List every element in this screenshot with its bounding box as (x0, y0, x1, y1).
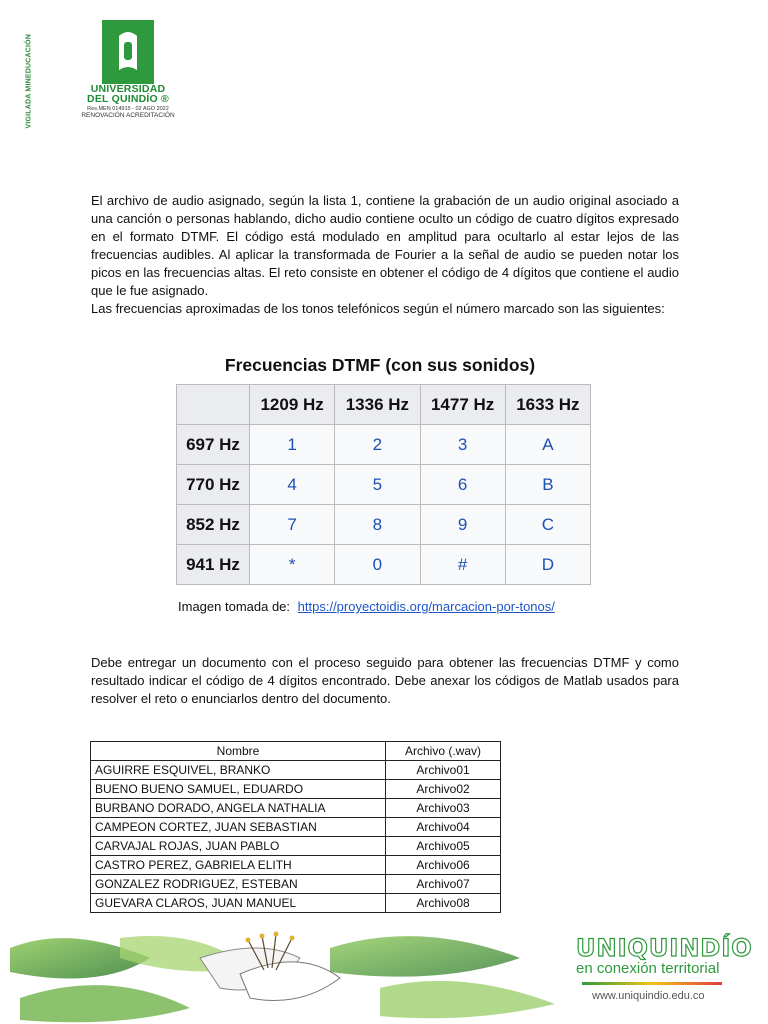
students-header-row (91, 742, 501, 761)
student-file: Archivo08 (386, 894, 501, 913)
table-row (91, 856, 501, 875)
dtmf-key[interactable]: B (505, 465, 590, 505)
dtmf-row (177, 505, 591, 545)
student-name: BUENO BUENO SAMUEL, EDUARDO (91, 780, 386, 799)
image-source-link[interactable]: https://proyectoidis.org/marcacion-por-tonos/ (297, 599, 555, 614)
dtmf-col-header: 1336 Hz (335, 385, 420, 425)
table-row (91, 761, 501, 780)
dtmf-key[interactable]: 2 (335, 425, 420, 465)
brand-website[interactable]: www.uniquindio.edu.co (592, 990, 705, 1002)
dtmf-key[interactable]: * (250, 545, 335, 585)
table-row (91, 837, 501, 856)
instructions-paragraph: Debe entregar un documento con el proceso seguido para obtener las frecuencias DTMF y como resultado indicar el código de 4 dígitos encontrado. Debe anexar los códigos de Matlab usados para resolver el reto o enunciarlos dentro del documento. (91, 655, 679, 706)
brand-color-bar (582, 982, 722, 985)
dtmf-key[interactable]: A (505, 425, 590, 465)
image-source-label: Imagen tomada de: (178, 599, 291, 614)
dtmf-key[interactable]: 1 (250, 425, 335, 465)
dtmf-key[interactable]: 0 (335, 545, 420, 585)
dtmf-key[interactable]: 3 (420, 425, 505, 465)
dtmf-figure-title: Frecuencias DTMF (con sus sonidos) (224, 355, 536, 375)
university-name-line2: DEL QUINDÍO ® (87, 93, 169, 105)
brand-name: UNIQUINDÍO (576, 934, 753, 962)
dtmf-row-header: 941 Hz (177, 545, 250, 585)
resolution-text: Res.MEN 014915 - 02 AGO 2022 (87, 106, 169, 112)
university-name-line1: UNIVERSIDAD (90, 83, 166, 95)
brand-tagline: en conexión territorial (576, 960, 720, 977)
student-name: GUEVARA CLAROS, JUAN MANUEL (91, 894, 386, 913)
students-table (90, 741, 501, 913)
vigilada-side-label (20, 24, 36, 134)
dtmf-key[interactable]: 7 (250, 505, 335, 545)
students-header-name: Nombre (91, 742, 386, 761)
university-shield-icon (102, 20, 154, 84)
students-header-file: Archivo (.wav) (386, 742, 501, 761)
dtmf-key[interactable]: 8 (335, 505, 420, 545)
table-row (91, 799, 501, 818)
student-name: CASTRO PEREZ, GABRIELA ELITH (91, 856, 386, 875)
dtmf-key[interactable]: C (505, 505, 590, 545)
dtmf-table (176, 384, 591, 585)
dtmf-header-row (177, 385, 591, 425)
student-name: GONZALEZ RODRIGUEZ, ESTEBAN (91, 875, 386, 894)
dtmf-col-header: 1477 Hz (420, 385, 505, 425)
dtmf-col-header: 1209 Hz (250, 385, 335, 425)
table-row (91, 875, 501, 894)
dtmf-figure (167, 352, 593, 588)
student-file: Archivo06 (386, 856, 501, 875)
intro-paragraph: El archivo de audio asignado, según la lista 1, contiene la grabación de un audio original asociado a una canción o personas hablando, dicho audio contiene oculto un código de cuatro dígitos expresado en el formato DTMF. El código está modulado en amplitud para ocultarlo al estar lejos de las frecuencias audibles. Al aplicar la transformada de Fourier a la señal de audio se pueden notar los picos en las frecuencias altas. El reto consiste en obtener el código de 4 dígitos que contiene el audio que le fue asignado. (91, 193, 679, 298)
dtmf-row-header: 697 Hz (177, 425, 250, 465)
table-row (91, 818, 501, 837)
dtmf-key[interactable]: D (505, 545, 590, 585)
university-logo (78, 20, 178, 130)
dtmf-key[interactable]: 6 (420, 465, 505, 505)
table-row (91, 894, 501, 913)
dtmf-key[interactable]: 5 (335, 465, 420, 505)
dtmf-row (177, 465, 591, 505)
dtmf-row (177, 425, 591, 465)
student-name: BURBANO DORADO, ANGELA NATHALIA (91, 799, 386, 818)
student-file: Archivo04 (386, 818, 501, 837)
student-file: Archivo05 (386, 837, 501, 856)
dtmf-key[interactable]: 4 (250, 465, 335, 505)
intro-text (91, 192, 679, 318)
intro-paragraph-2: Las frecuencias aproximadas de los tonos telefónicos según el número marcado son las siguientes: (91, 301, 665, 316)
table-row (91, 780, 501, 799)
student-name: CAMPEON CORTEZ, JUAN SEBASTIAN (91, 818, 386, 837)
student-file: Archivo03 (386, 799, 501, 818)
student-name: AGUIRRE ESQUIVEL, BRANKO (91, 761, 386, 780)
dtmf-row-header: 852 Hz (177, 505, 250, 545)
vigilada-text: VIGILADA MINEDUCACIÓN (25, 33, 33, 129)
student-file: Archivo07 (386, 875, 501, 894)
dtmf-corner-cell (177, 385, 250, 425)
uniquindio-brand (576, 934, 753, 1002)
student-file: Archivo02 (386, 780, 501, 799)
dtmf-col-header: 1633 Hz (505, 385, 590, 425)
student-file: Archivo01 (386, 761, 501, 780)
dtmf-row (177, 545, 591, 585)
dtmf-key[interactable]: # (420, 545, 505, 585)
dtmf-key[interactable]: 9 (420, 505, 505, 545)
student-name: CARVAJAL ROJAS, JUAN PABLO (91, 837, 386, 856)
image-source (178, 599, 555, 614)
accreditation-text: RENOVACIÓN ACREDITACIÓN (81, 112, 175, 119)
dtmf-row-header: 770 Hz (177, 465, 250, 505)
